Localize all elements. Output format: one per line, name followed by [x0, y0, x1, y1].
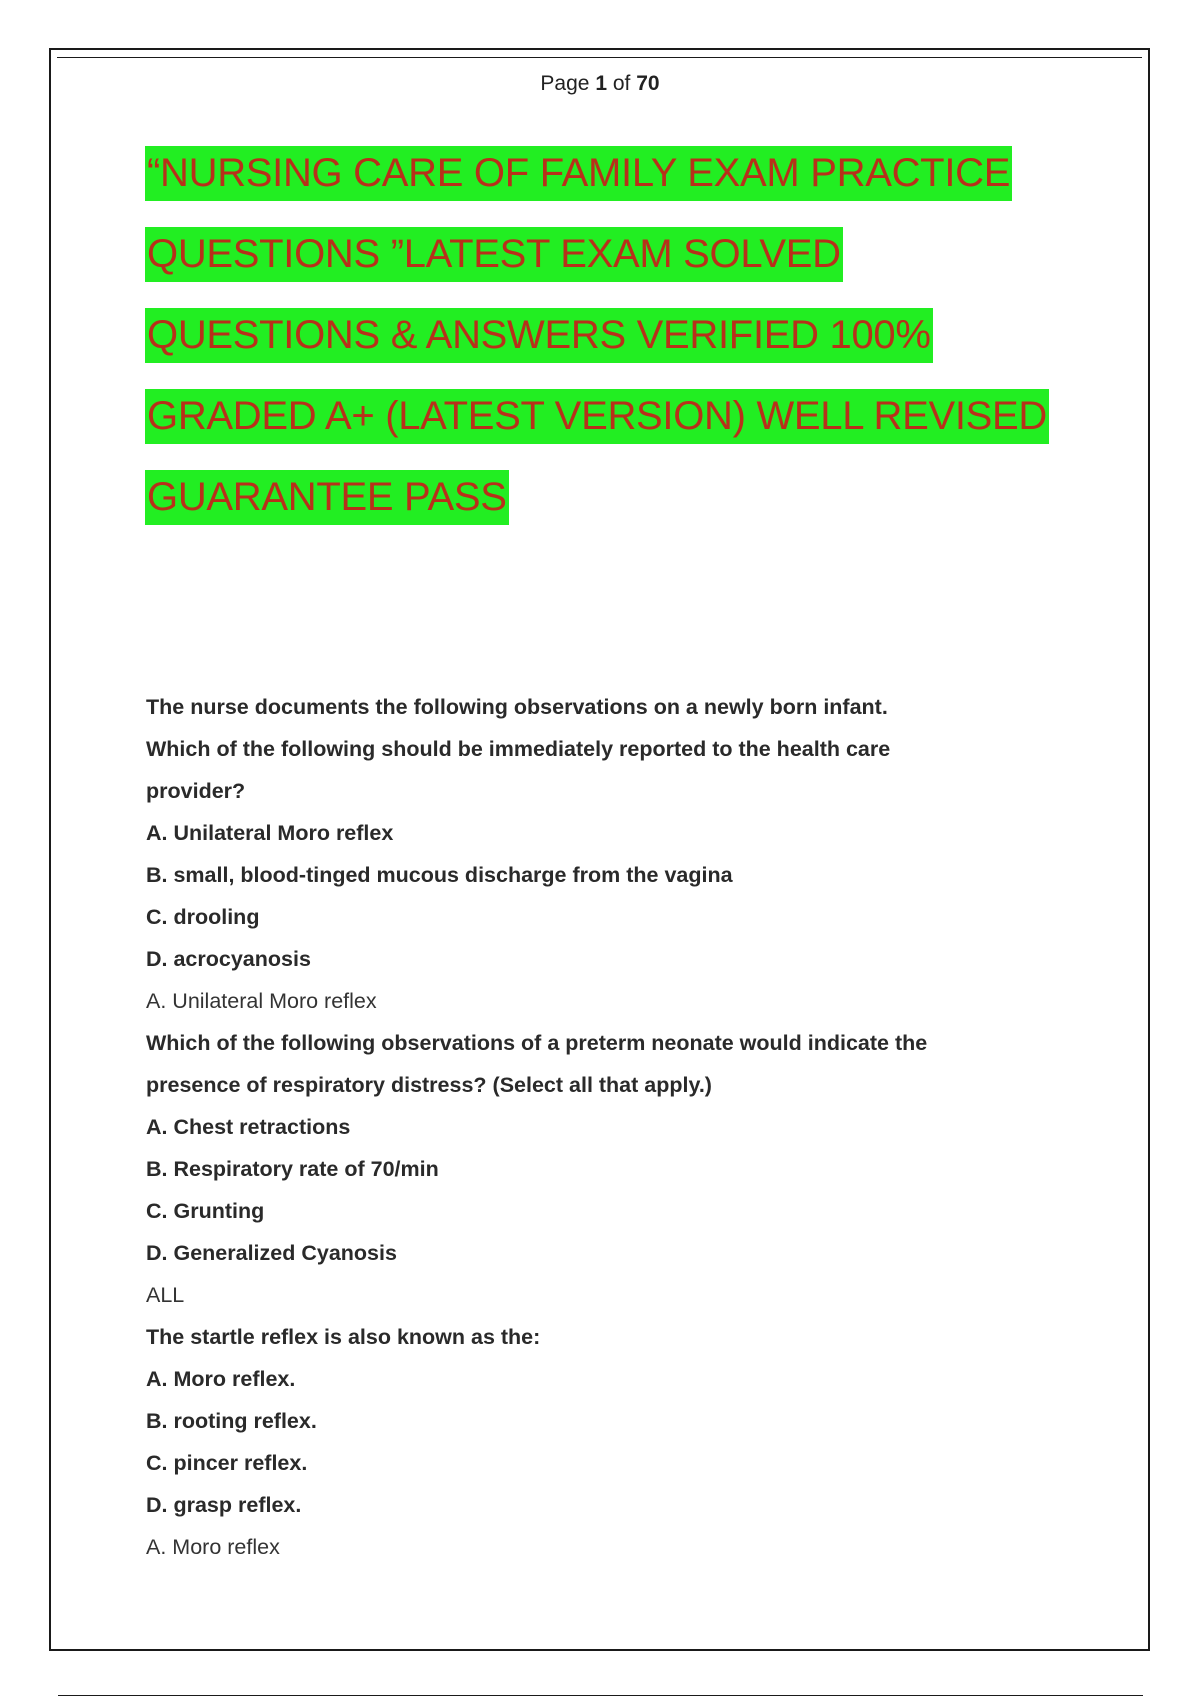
questions-body [146, 686, 1046, 1568]
page-current: 1 [595, 72, 607, 95]
title-line: “NURSING CARE OF FAMILY EXAM PRACTICE [145, 146, 1049, 227]
correct-answer: A. Moro reflex [146, 1535, 280, 1559]
page-total: 70 [636, 72, 660, 95]
question-1 [146, 686, 1046, 1022]
answer-option: C. Grunting [146, 1199, 265, 1223]
footer-rule [58, 1695, 1143, 1696]
correct-answer: ALL [146, 1283, 185, 1307]
page-number [0, 72, 1200, 96]
title-line: GUARANTEE PASS [145, 470, 1049, 551]
answer-option: C. pincer reflex. [146, 1451, 308, 1475]
question-3 [146, 1316, 1046, 1568]
title-line: QUESTIONS ”LATEST EXAM SOLVED [145, 227, 1049, 308]
answer-option: D. acrocyanosis [146, 947, 311, 971]
answer-option: B. rooting reflex. [146, 1409, 317, 1433]
page-label: Page [540, 72, 590, 95]
answer-option: D. Generalized Cyanosis [146, 1241, 397, 1265]
answer-option: A. Moro reflex. [146, 1367, 296, 1391]
answer-option: C. drooling [146, 905, 260, 929]
question-stem: The nurse documents the following observations on a newly born infant. [146, 695, 888, 719]
question-stem: Which of the following should be immediately reported to the health care [146, 737, 891, 761]
question-stem: provider? [146, 779, 246, 803]
question-stem: Which of the following observations of a preterm neonate would indicate the [146, 1031, 928, 1055]
title-line: QUESTIONS & ANSWERS VERIFIED 100% [145, 308, 1049, 389]
answer-option: A. Chest retractions [146, 1115, 351, 1139]
answer-option: B. small, blood-tinged mucous discharge from the vagina [146, 863, 733, 887]
correct-answer: A. Unilateral Moro reflex [146, 989, 377, 1013]
question-2 [146, 1022, 1046, 1316]
answer-option: D. grasp reflex. [146, 1493, 302, 1517]
title-line: GRADED A+ (LATEST VERSION) WELL REVISED [145, 389, 1049, 470]
page-of: of [612, 72, 631, 95]
question-stem: The startle reflex is also known as the: [146, 1325, 541, 1349]
frame-top-rule [57, 57, 1142, 58]
document-title [145, 146, 1049, 551]
answer-option: A. Unilateral Moro reflex [146, 821, 394, 845]
question-stem: presence of respiratory distress? (Select all that apply.) [146, 1073, 712, 1097]
answer-option: B. Respiratory rate of 70/min [146, 1157, 439, 1181]
